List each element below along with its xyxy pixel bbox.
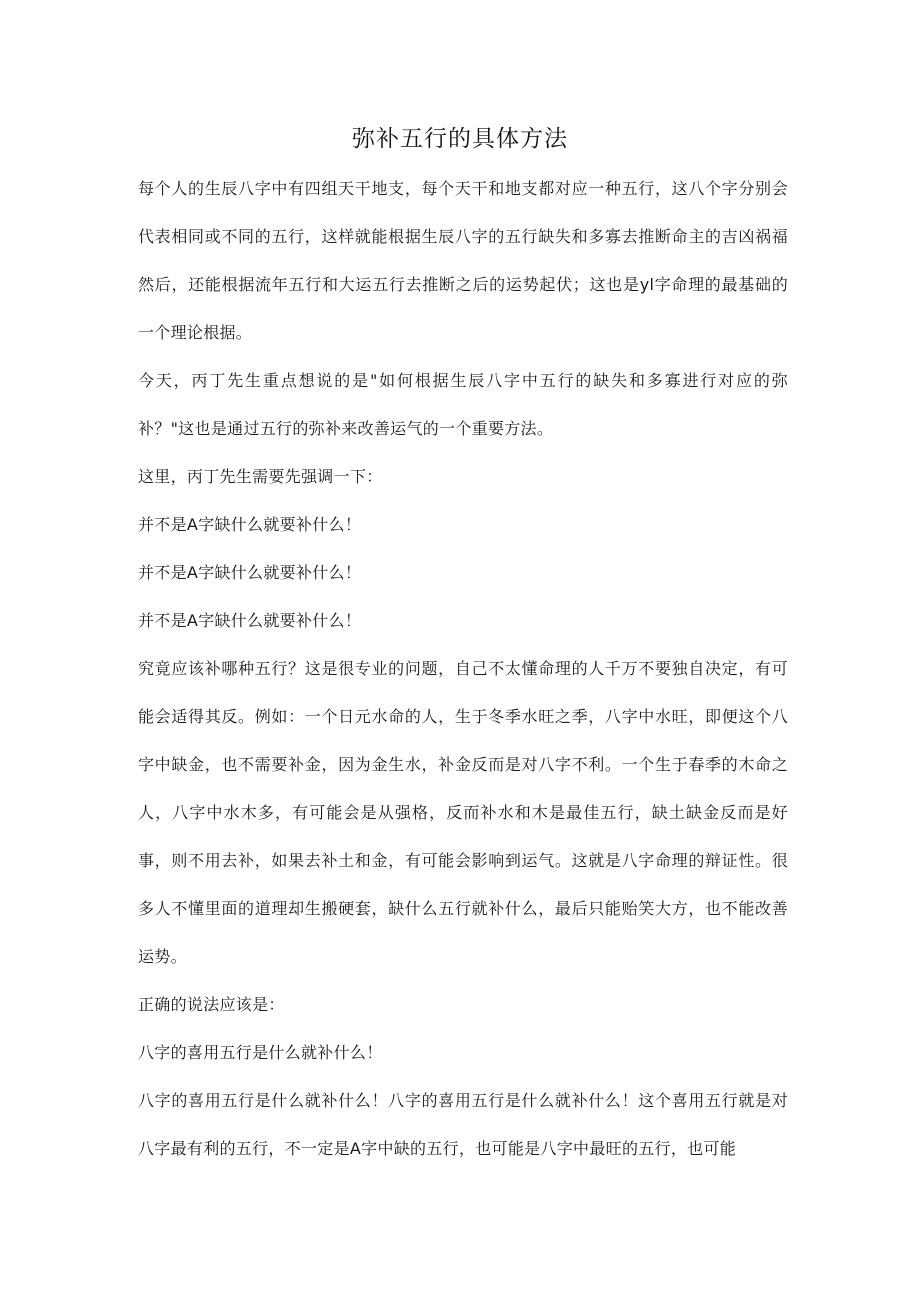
paragraph-correct-lead: 正确的说法应该是： <box>138 995 285 1014</box>
paragraph-correct-2: 八字的喜用五行是什么就补什么！八字的喜用五行是什么就补什么！这个喜用五行就是对八字最有利的五行，不一定是A字中缺的五行，也可能是八字中最旺的五行，也可能 <box>138 1091 788 1158</box>
paragraph-emphasis-2: 并不是A字缺什么就要补什么！ <box>138 563 362 582</box>
document-title: 弥补五行的具体方法 <box>352 126 568 152</box>
document-body <box>138 165 788 1173</box>
paragraph-emphasis-lead: 这里，丙丁先生需要先强调一下： <box>138 467 383 486</box>
paragraph-intro: 每个人的生辰八字中有四组天干地支，每个天干和地支都对应一种五行，这八个字分别会代表相同或不同的五行，这样就能根据生辰八字的五行缺失和多寡去推断命主的吉凶祸福然后，还能根据流年五行和大运五行去推断之后的运势起伏；这也是yl字命理的最基础的一个理论根据。 <box>138 179 788 342</box>
paragraph-emphasis-3: 并不是A字缺什么就要补什么！ <box>138 611 362 630</box>
paragraph-explanation: 究竟应该补哪种五行？这是很专业的问题，自己不太懂命理的人千万不要独自决定，有可能会适得其反。例如：一个日元水命的人，生于冬季水旺之季，八字中水旺，即便这个八字中缺金，也不需要补金，因为金生水，补金反而是对八字不利。一个生于春季的木命之人，八字中水木多，有可能会是从强格，反而补水和木是最佳五行，缺土缺金反而是好事，则不用去补，如果去补土和金，有可能会影响到运气。这就是八字命理的辩证性。很多人不懂里面的道理却生搬硬套，缺什么五行就补什么，最后只能贻笑大方，也不能改善运势。 <box>138 659 788 966</box>
paragraph-correct-1: 八字的喜用五行是什么就补什么！ <box>138 1043 383 1062</box>
paragraph-emphasis-1: 并不是A字缺什么就要补什么！ <box>138 515 362 534</box>
paragraph-topic: 今天，丙丁先生重点想说的是"如何根据生辰八字中五行的缺失和多寡进行对应的弥补？"这也是通过五行的弥补来改善运气的一个重要方法。 <box>138 371 788 438</box>
